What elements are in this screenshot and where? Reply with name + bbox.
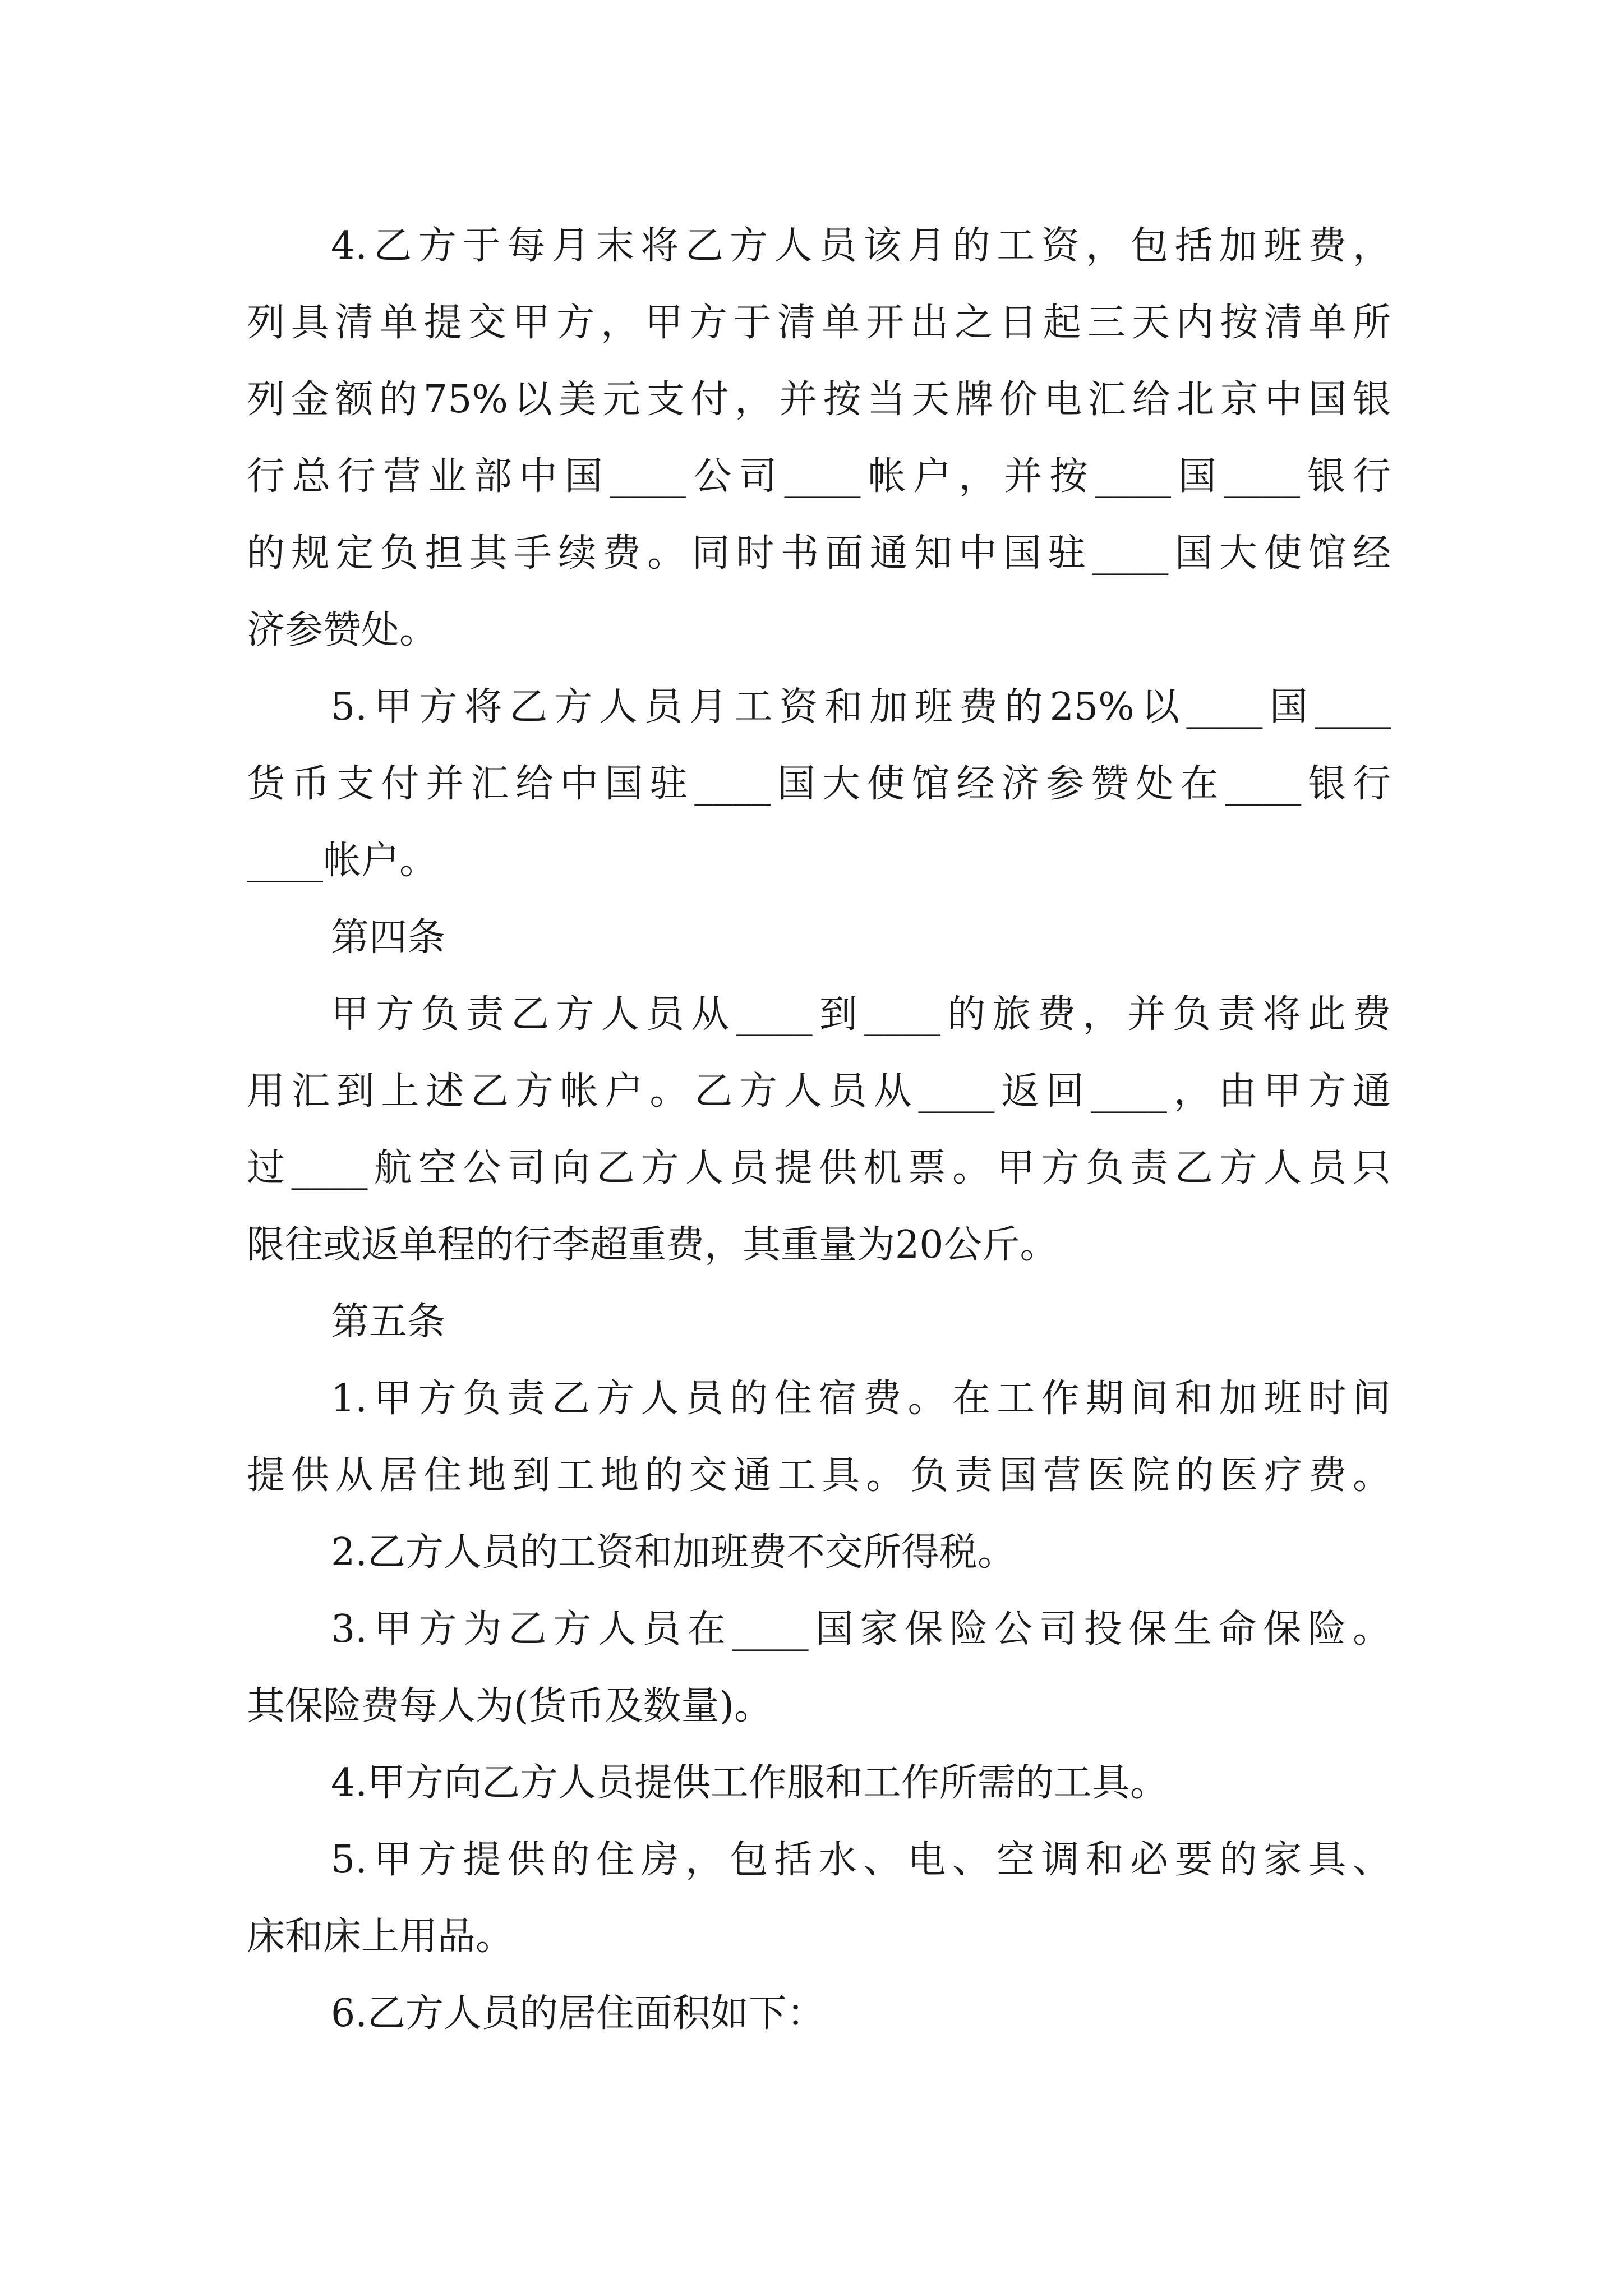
text-line: 提供从居住地到工地的交通工具。负责国营医院的医疗费。 — [247, 1453, 1391, 1498]
contract-text — [247, 208, 1391, 2052]
text-line: 限往或返单程的行李超重费，其重量为20公斤。 — [247, 1223, 1058, 1267]
text-line: 4.乙方于每月末将乙方人员该月的工资，包括加班费， — [331, 224, 1391, 268]
text-line: 5.甲方提供的住房，包括水、电、空调和必要的家具、 — [331, 1838, 1391, 1882]
text-line: 过____航空公司向乙方人员提供机票。甲方负责乙方人员只 — [247, 1146, 1391, 1190]
text-line: 列金额的75%以美元支付，并按当天牌价电汇给北京中国银 — [247, 378, 1391, 422]
text-line: 5.甲方将乙方人员月工资和加班费的25%以____国____ — [331, 685, 1391, 729]
section-heading: 第四条 — [331, 915, 446, 960]
text-line: 2.乙方人员的工资和加班费不交所得税。 — [331, 1530, 1016, 1575]
text-line: 济参赞处。 — [247, 608, 438, 652]
text-line: 6.乙方人员的居住面积如下： — [331, 1991, 825, 2036]
text-line: 甲方负责乙方人员从____到____的旅费，并负责将此费 — [331, 992, 1391, 1037]
text-line: 床和床上用品。 — [247, 1915, 514, 1959]
text-line: 用汇到上述乙方帐户。乙方人员从____返回____，由甲方通 — [247, 1069, 1391, 1114]
text-line: 4.甲方向乙方人员提供工作服和工作所需的工具。 — [331, 1761, 1168, 1805]
text-line: ____帐户。 — [247, 839, 438, 883]
section-heading: 第五条 — [331, 1300, 446, 1344]
text-line: 3.甲方为乙方人员在____国家保险公司投保生命保险。 — [331, 1607, 1391, 1651]
text-line: 1.甲方负责乙方人员的住宿费。在工作期间和加班时间 — [331, 1377, 1391, 1421]
text-line: 行总行营业部中国____公司____帐户，并按____国____银行 — [247, 454, 1391, 499]
text-line: 其保险费每人为(货币及数量)。 — [247, 1684, 773, 1728]
text-line: 的规定负担其手续费。同时书面通知中国驻____国大使馆经 — [247, 531, 1391, 576]
text-line: 列具清单提交甲方，甲方于清单开出之日起三天内按清单所 — [247, 301, 1391, 345]
text-line: 货币支付并汇给中国驻____国大使馆经济参赞处在____银行 — [247, 762, 1391, 806]
